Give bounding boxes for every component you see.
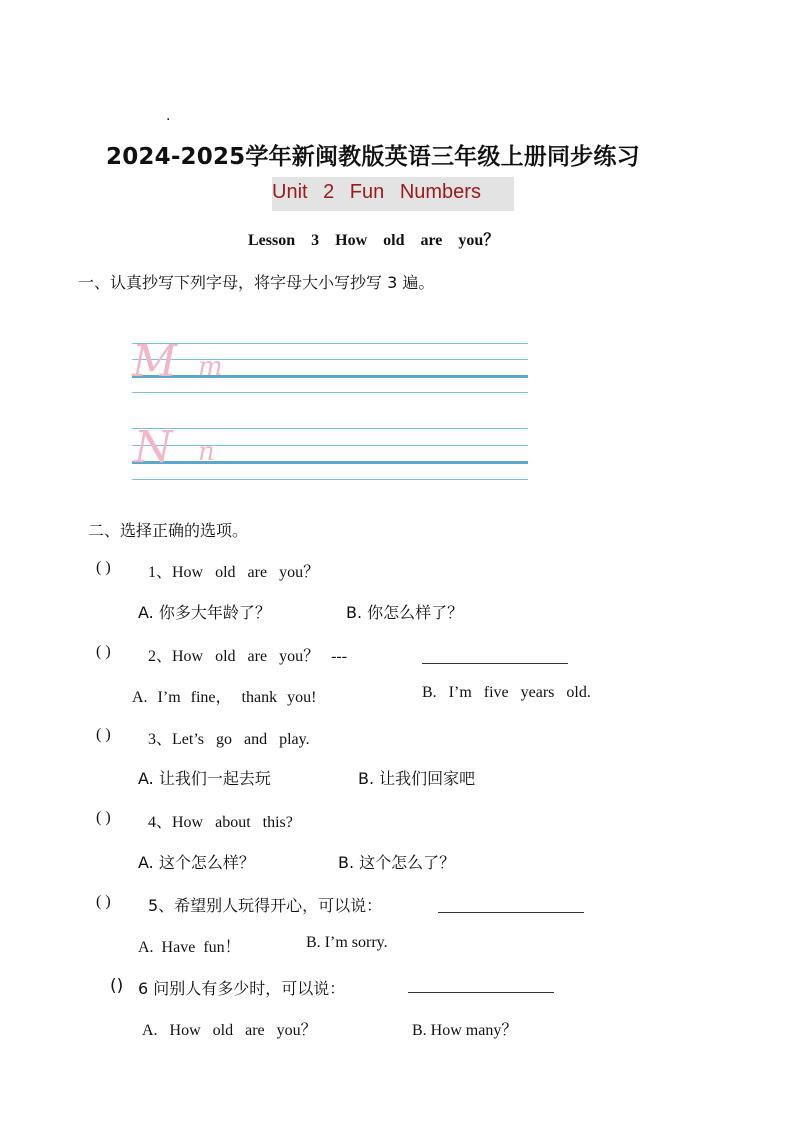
guide-line [132,479,528,480]
answer-blank-5[interactable] [438,912,584,913]
option-2b: B. I’m five years old. [422,684,591,701]
guide-line [132,392,528,393]
question-1: 1、How old are you？ [148,564,320,581]
question-6: 6 问别人有多少时，可以说： [138,979,346,998]
page-title: 2024-2025学年新闽教版英语三年级上册同步练习 [106,144,640,170]
guide-line [132,445,528,446]
option-4a: A. 这个怎么样？ [138,853,255,872]
option-4b: B. 这个怎么了？ [338,853,456,872]
guide-line [132,343,528,344]
guide-line [132,428,528,429]
lesson-title: Lesson 3 How old are you？ [248,232,500,249]
answer-paren-3[interactable]: ( ) [96,726,111,743]
question-2: 2、How old are you？ --- [148,648,348,665]
section2-heading: 二、选择正确的选项。 [88,521,249,540]
option-6b: B. How many？ [412,1022,518,1039]
answer-blank-6[interactable] [408,992,554,993]
stray-dot: . [166,108,171,124]
base-line [132,461,528,464]
answer-paren-2[interactable]: ( ) [96,643,111,660]
base-line [132,375,528,378]
option-5b: B. I’m sorry. [306,934,388,951]
section1-heading: 一、认真抄写下列字母，将字母大小写抄写 3 遍。 [78,273,435,292]
letter-lower-m: m [198,352,223,382]
letter-lower-n: n [198,437,215,467]
option-1b: B. 你怎么样了？ [346,603,464,622]
option-3a: A. 让我们一起去玩 [138,769,271,788]
answer-blank-2[interactable] [422,663,568,664]
answer-paren-4[interactable]: ( ) [96,809,111,826]
question-4: 4、How about this? [148,814,293,831]
option-2a: A. I’m fine， thank you! [132,689,317,706]
letter-upper-m: M [132,336,178,387]
question-5: 5、希望别人玩得开心，可以说： [148,896,383,915]
answer-paren-5[interactable]: ( ) [96,893,111,910]
option-5a: A. Have fun！ [138,939,241,956]
option-6a: A. How old are you？ [142,1022,317,1039]
unit-title: Unit 2 Fun Numbers [272,181,481,203]
answer-paren-6[interactable]: () [110,976,124,996]
option-3b: B. 让我们回家吧 [358,769,476,788]
answer-paren-1[interactable]: ( ) [96,559,111,576]
guide-line [132,359,528,360]
letter-upper-n: N [134,422,173,473]
option-1a: A. 你多大年龄了？ [138,603,271,622]
question-3: 3、Let’s go and play. [148,731,310,748]
